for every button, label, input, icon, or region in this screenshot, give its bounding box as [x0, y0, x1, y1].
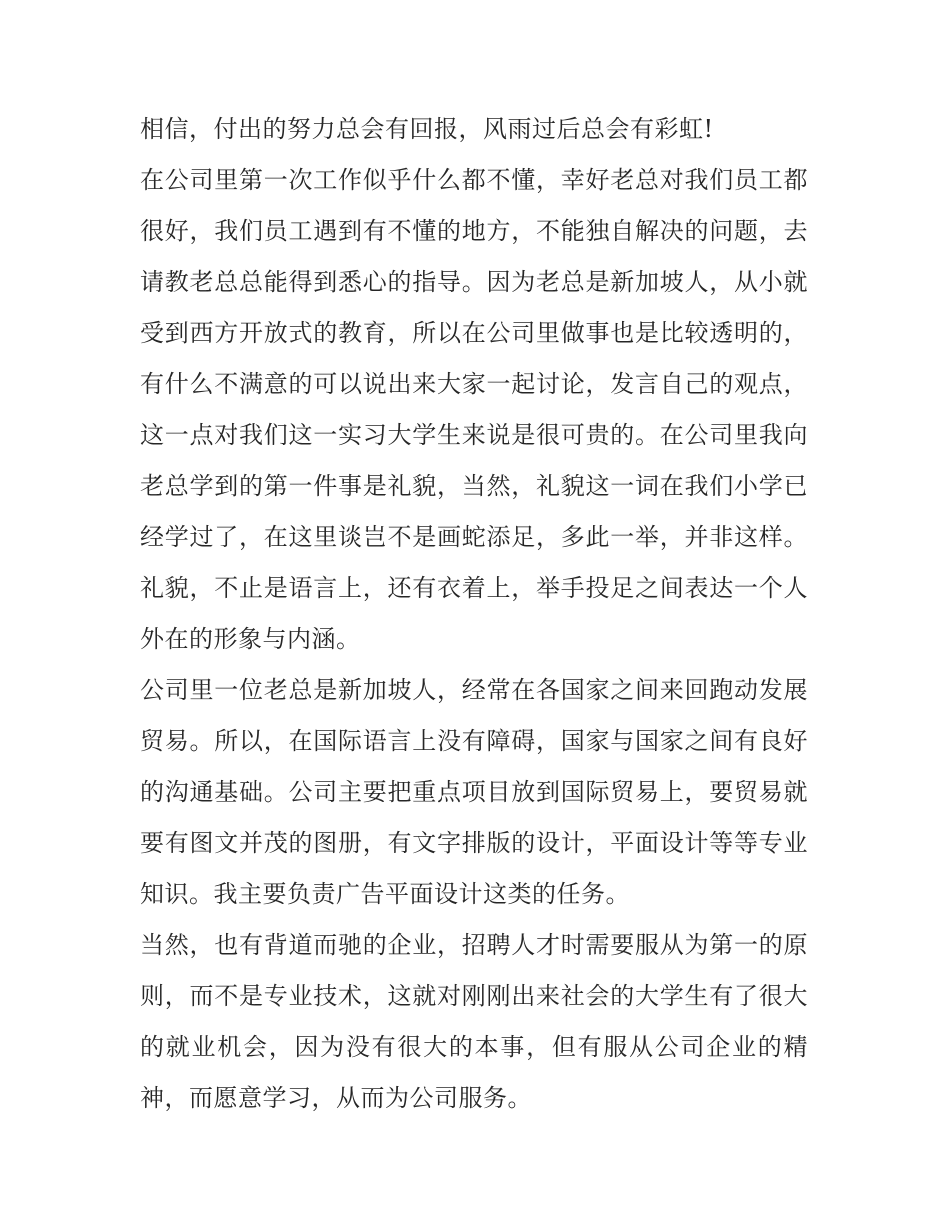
- text-line: 这一点对我们这一实习大学生来说是很可贵的。在公司里我向: [140, 421, 808, 449]
- paragraph-3: [140, 665, 808, 920]
- text-line: 请教老总总能得到悉心的指导。因为老总是新加坡人，从小就: [140, 268, 808, 296]
- text-line: 知识。我主要负责广告平面设计这类的任务。: [140, 880, 630, 908]
- text-line: 当然，也有背道而驰的企业，招聘人才时需要服从为第一的原: [140, 931, 808, 959]
- text-line: 礼貌，不止是语言上，还有衣着上，举手投足之间表达一个人: [140, 574, 808, 602]
- text-line: 有什么不满意的可以说出来大家一起讨论，发言自己的观点，: [140, 370, 808, 398]
- text-line: 要有图文并茂的图册，有文字排版的设计，平面设计等等专业: [140, 829, 808, 857]
- text-line: 相信，付出的努力总会有回报，风雨过后总会有彩虹!: [140, 115, 714, 143]
- text-line: 的沟通基础。公司主要把重点项目放到国际贸易上，要贸易就: [140, 778, 808, 806]
- text-line: 很好，我们员工遇到有不懂的地方，不能独自解决的问题，去: [140, 217, 808, 245]
- text-line: 经学过了，在这里谈岂不是画蛇添足，多此一举，并非这样。: [140, 523, 808, 551]
- text-line: 贸易。所以，在国际语言上没有障碍，国家与国家之间有良好: [140, 727, 808, 755]
- text-line: 的就业机会，因为没有很大的本事，但有服从公司企业的精: [140, 1033, 808, 1061]
- text-line: 在公司里第一次工作似乎什么都不懂，幸好老总对我们员工都: [140, 166, 808, 194]
- paragraph-1: [140, 104, 808, 155]
- text-line: 老总学到的第一件事是礼貌，当然，礼貌这一词在我们小学已: [140, 472, 808, 500]
- text-line: 受到西方开放式的教育，所以在公司里做事也是比较透明的，: [140, 319, 808, 347]
- text-line: 公司里一位老总是新加坡人，经常在各国家之间来回跑动发展: [140, 676, 808, 704]
- text-line: 外在的形象与内涵。: [140, 625, 361, 653]
- text-line: 则，而不是专业技术，这就对刚刚出来社会的大学生有了很大: [140, 982, 808, 1010]
- paragraph-2: [140, 155, 808, 665]
- paragraph-4: [140, 920, 808, 1124]
- document-body: [140, 104, 808, 1124]
- text-line: 神，而愿意学习，从而为公司服务。: [140, 1084, 532, 1112]
